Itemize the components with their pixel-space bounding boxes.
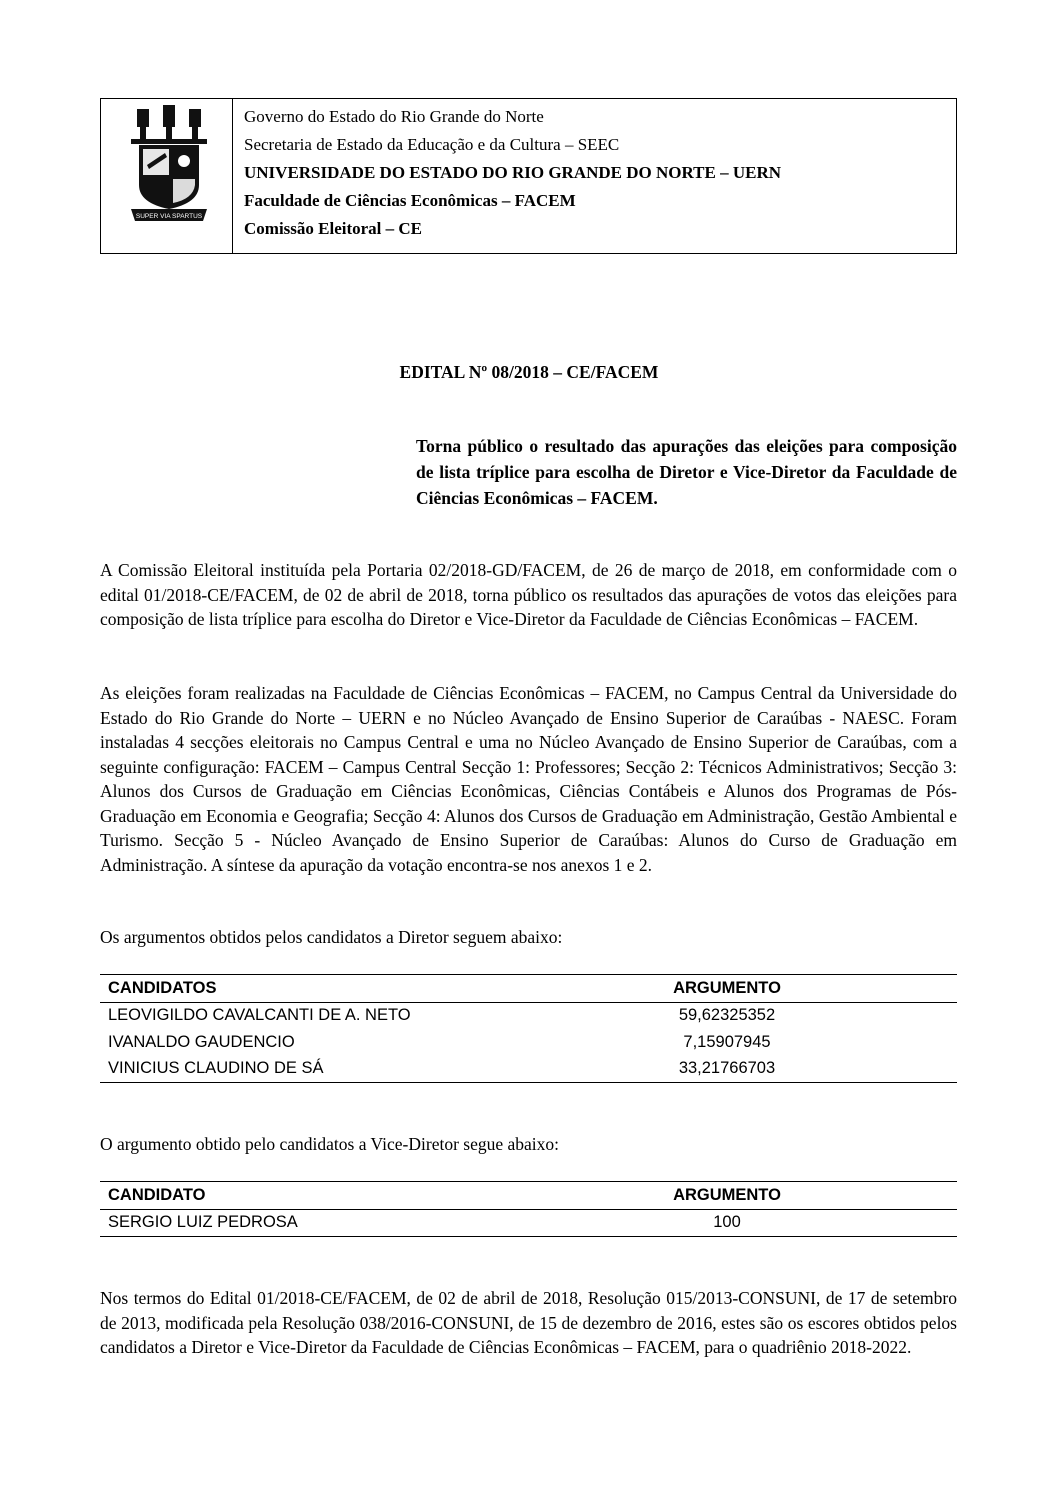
paragraph-elections: As eleições foram realizadas na Faculdade de Ciências Econômicas – FACEM, no Campus Central da Universidade do Estado do Rio Grande do Norte – UERN e no Núcleo Avançado de Ensino Superior de Caraúbas - NAESC. Foram instaladas 4 secções eleitorais no Campus Central e uma no Núcleo Avançado de Ensino Superior de Caraúbas, com a seguinte configuração: FACEM – Campus Central Secção 1: Professores; Secção 2: Técnicos Administrativos; Secção 3: Alunos dos Cursos de Graduação em Ciências Econômicas, Ciências Contábeis e Alunos dos Programas de Pós-Graduação em Economia e Geografia; Secção 4: Alunos dos Cursos de Graduação em Administração, Gestão Ambiental e Turismo. Secção 5 - Núcleo Avançado de Ensino Superior de Caraúbas: Alunos do Curso de Graduação em Administração. A síntese da apuração da votação encontra-se nos anexos 1 e 2.	[100, 683, 957, 875]
table-row	[100, 1029, 957, 1056]
table-row	[100, 1209, 957, 1237]
header-secretariat: Secretaria de Estado da Educação e da Cultura – SEEC	[244, 135, 620, 154]
uern-coat-of-arms-logo	[129, 105, 209, 225]
candidate-argument: 7,15907945	[683, 1032, 771, 1051]
header-university: UNIVERSIDADE DO ESTADO DO RIO GRANDE DO NORTE – UERN	[244, 163, 782, 182]
logo-cell	[101, 99, 233, 253]
candidate-argument: 100	[577, 1209, 957, 1237]
vice-diretor-results-table	[100, 1181, 957, 1237]
candidate-argument: 33,21766703	[577, 1056, 957, 1083]
column-header-candidate: CANDIDATO	[100, 1182, 577, 1210]
letterhead	[100, 98, 957, 254]
header-government: Governo do Estado do Rio Grande do Norte	[244, 107, 544, 126]
document-summary: Torna público o resultado das apurações das eleições para composição de lista tríplice para escolha de Diretor e Vice-Diretor da Faculdade de Ciências Econômicas – FACEM.	[416, 436, 957, 508]
column-header-argument: ARGUMENTO	[577, 1182, 957, 1210]
paragraph-commission: A Comissão Eleitoral instituída pela Portaria 02/2018-GD/FACEM, de 26 de março de 2018, em conformidade com o edital 01/2018-CE/FACEM, de 02 de abril de 2018, torna público os resultados das apurações de votos das eleições para composição de lista tríplice para escolha do Diretor e Vice-Diretor da Faculdade de Ciências Econômicas – FACEM.	[100, 560, 957, 629]
paragraph-legal-basis: Nos termos do Edital 01/2018-CE/FACEM, de 02 de abril de 2018, Resolução 015/2013-CONSUNI, de 17 de setembro de 2013, modificada pela Resolução 038/2016-CONSUNI, de 15 de dezembro de 2016, estes são os escores obtidos pelos candidatos a Diretor e Vice-Diretor da Faculdade de Ciências Econômicas – FACEM, para o quadriênio 2018-2022.	[100, 1288, 957, 1357]
paragraph-vice-intro: O argumento obtido pelo candidatos a Vice-Diretor segue abaixo:	[100, 1134, 559, 1154]
candidate-name: IVANALDO GAUDENCIO	[108, 1032, 295, 1051]
table-header-row	[100, 1182, 957, 1210]
document-title: EDITAL Nº 08/2018 – CE/FACEM	[399, 362, 659, 382]
header-commission: Comissão Eleitoral – CE	[244, 219, 423, 238]
candidate-name: LEOVIGILDO CAVALCANTI DE A. NETO	[108, 1006, 411, 1025]
header-faculty: Faculdade de Ciências Econômicas – FACEM	[244, 191, 576, 210]
logo-motto: SUPER VIA SPARTUS	[135, 213, 203, 220]
table-header-row	[100, 975, 957, 1003]
table-row	[100, 1002, 957, 1029]
letterhead-text	[244, 103, 781, 243]
candidate-name: SERGIO LUIZ PEDROSA	[100, 1209, 577, 1237]
column-header-argument: ARGUMENTO	[577, 975, 957, 1003]
candidate-name: VINICIUS CLAUDINO DE SÁ	[100, 1056, 577, 1083]
diretor-results-table	[100, 974, 957, 1083]
paragraph-diretor-intro: Os argumentos obtidos pelos candidatos a Diretor seguem abaixo:	[100, 927, 563, 947]
column-header-candidates: CANDIDATOS	[100, 975, 577, 1003]
candidate-argument: 59,62325352	[678, 1006, 776, 1025]
table-row	[100, 1056, 957, 1083]
